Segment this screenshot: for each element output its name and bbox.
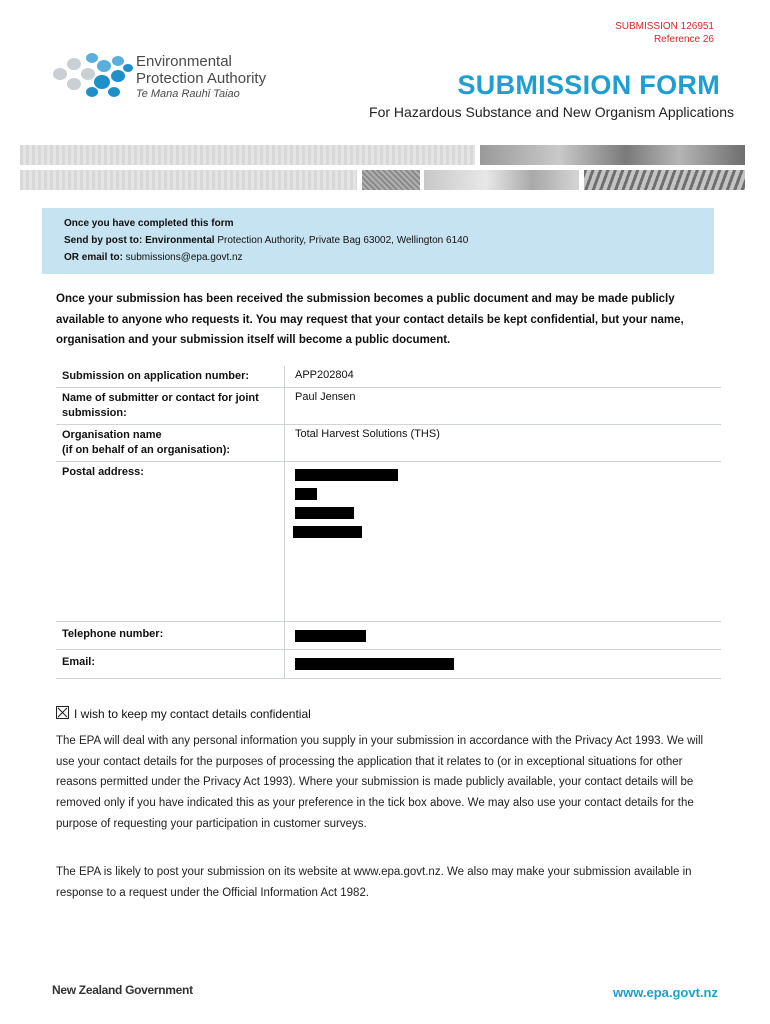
decorative-band-top-grey (20, 145, 475, 165)
nz-government-logo: New Zealand Government (52, 983, 193, 997)
application-number-value[interactable]: APP202804 (285, 366, 722, 388)
submitter-details-table (56, 366, 721, 679)
instructions-heading: Once you have completed this form (64, 218, 234, 229)
redaction-bar (293, 526, 362, 538)
organisation-label-line-1: Organisation name (62, 429, 162, 441)
redaction-bar (295, 488, 317, 500)
submission-number: SUBMISSION 126951 (615, 21, 714, 32)
application-number-label: Submission on application number: (62, 370, 250, 382)
decorative-band-bottom-photo-2 (424, 170, 579, 190)
website-paragraph: The EPA is likely to post your submission on its website at www.epa.govt.nz. We also may make your submission available in response to a request under the Official Information Act 1982. (56, 866, 692, 899)
confidential-checkbox-row[interactable] (56, 706, 311, 721)
email-address[interactable]: submissions@epa.govt.nz (122, 252, 243, 263)
post-label: Send by post to: Environmental (64, 235, 215, 246)
redaction-bar (295, 658, 454, 670)
redaction-bar (295, 469, 398, 481)
decorative-band-bottom-grey (20, 170, 357, 190)
instructions-box (42, 208, 714, 274)
organisation-value[interactable]: Total Harvest Solutions (THS) (285, 425, 722, 462)
organisation-label (56, 425, 285, 462)
footer-website-link[interactable]: www.epa.govt.nz (613, 985, 718, 1000)
submitter-name-value[interactable]: Paul Jensen (285, 388, 722, 425)
email-label: OR email to: (64, 252, 123, 263)
confidential-checkbox[interactable] (56, 706, 69, 719)
submitter-name-label: Name of submitter or contact for joint submission: (56, 388, 285, 425)
postal-address-value[interactable] (285, 462, 722, 622)
decorative-band-top-photo (480, 145, 745, 165)
instructions-email (64, 249, 714, 266)
confidential-checkbox-label: I wish to keep my contact details confidential (74, 707, 311, 721)
redaction-bar (295, 507, 354, 519)
postal-address-label: Postal address: (56, 462, 285, 622)
decorative-band-bottom-photo-1 (362, 170, 420, 190)
telephone-value[interactable] (285, 622, 722, 650)
email-label: Email: (56, 650, 285, 679)
public-document-notice: Once your submission has been received the submission becomes a public document and may be made publicly available to anyone who requests it. You may request that your contact details be kept confidential, but your name, organisation and your submission itself will become a public document. (56, 293, 684, 346)
organisation-label-line-2: (if on behalf of an organisation): (62, 444, 231, 456)
epa-dots-logo-icon (52, 52, 134, 100)
privacy-paragraph: The EPA will deal with any personal information you supply in your submission in accordance with the Privacy Act 1993. We will use your contact details for the purposes of processing the application that it relates to (or in exceptional situations for other reasons permitted under the Privacy Act 1993). Where your submission is made publicly available, your contact details will be removed only if you have indicated this as your preference in the tick box above. We may also use your contact details for the purpose of requesting your participation in customer surveys. (56, 735, 704, 830)
page-subtitle: For Hazardous Substance and New Organism Applications (369, 104, 734, 120)
logo-line-2: Protection Authority (136, 70, 267, 87)
redaction-bar (295, 630, 366, 642)
reference-number: Reference 26 (653, 34, 714, 45)
post-address: Protection Authority, Private Bag 63002, Wellington 6140 (214, 235, 469, 246)
page-title: SUBMISSION FORM (457, 70, 720, 100)
logo-line-3: Te Mana Rauhī Taiao (136, 88, 240, 100)
instructions-post (64, 232, 714, 249)
logo-text (136, 53, 266, 100)
telephone-label: Telephone number: (56, 622, 285, 650)
logo-line-1: Environmental (136, 53, 232, 70)
email-value[interactable] (285, 650, 722, 679)
decorative-band-bottom-photo-3 (584, 170, 745, 190)
